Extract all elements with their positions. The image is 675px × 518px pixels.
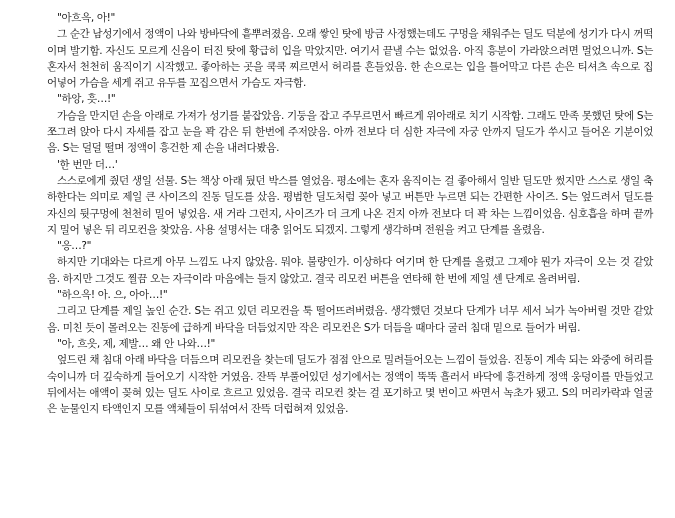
paragraph: "하으윽! 아. 으, 아아…!": [57, 289, 168, 302]
paragraph: 엎드린 채 침대 아래 바닥을 더듬으며 리모컨을 찾는데 딜도가 점점 안으로 밀려들어오는 느낌이 들었음. 진동이 계속 되는 와중에 허리를 숙이니까 더 깊숙하게 들어오기 시작한 거였음. 잔뜩 부풀어있던 성기에서는 정액이 뚝뚝 흘러서 바닥에 흥건하게 정액 웅덩이를 만들었고 뒤에서는 애액이 꽂혀 있는 딜도 사이로 흐르고 있었음. 결국 리모컨 찾는 걸 포기하고 몇 번이고 싸면서 녹초가 됐고. S의 머리카락과 얼굴은 눈물인지 타액인지 모를 액체들이 뒤섞여서 잔뜩 더럽혀져 있었음.: [47, 354, 653, 416]
paragraph: "아, 흐읏, 제, 제발… 왜 안 나와…!": [57, 337, 215, 350]
paragraph: 하지만 기대와는 다르게 아무 느낌도 나지 않았음. 뭐야. 불량인가. 이상하다 여기며 한 단계를 올렸고 그제야 뭔가 자극이 오는 것 같았음. 하지만 그것도 찔끔 오는 자극이라 마음에는 들지 않았고. 결국 리모컨 버튼을 연타해 한 번에 제일 센 단계로 올려버림.: [47, 256, 653, 285]
paragraph: 그리고 단계를 제일 높인 순간. S는 쥐고 있던 리모컨을 툭 떨어뜨려버렸음. 생각했던 것보다 단계가 너무 세서 뇌가 녹아버릴 것만 같았음. 미친 듯이 몰려오는 진동에 급하게 바닥을 더듬었지만 작은 리모컨은 S가 더듬을 때마다 굴러 침대 밑으로 들어가 버림.: [47, 305, 653, 334]
paragraph: "아흐윽, 아!": [57, 12, 115, 24]
paragraph: "응…?": [57, 240, 92, 253]
text-body: [47, 10, 653, 417]
paragraph: 스스로에게 줬던 생일 선물. S는 책상 아래 뒀던 박스를 열었음. 평소에는 혼자 움직이는 걸 좋아해서 일반 딜도만 썼지만 스스로 생일 축하한다는 의미로 제일 큰 사이즈의 진동 딜도를 샀음. 평범한 딜도처럼 꽂아 넣고 버튼만 누르면 되는 간편한 사이즈. S는 엎드려서 딜도를 자신의 뒷구멍에 천천히 밀어 넣었음. 새 거라 그런지, 사이즈가 더 크게 나온 건지 아까 전보다 더 꽉 차는 느낌이었음. 심호흡을 하며 끝까지 밀어 넣은 뒤 리모컨을 찾았음. 사용 설명서는 대충 읽어도 되겠지. 그렇게 생각하며 전원을 켜고 단계를 올렸음.: [47, 174, 653, 236]
paragraph: '한 번만 더…': [57, 158, 118, 171]
paragraph: 가슴을 만지던 손을 아래로 가져가 성기를 붙잡았음. 기둥을 잡고 주무르면서 빠르게 위아래로 치기 시작함. 그래도 만족 못했던 탓에 S는 쪼그려 앉아 다시 자세를 잡고 눈을 꽉 감은 뒤 한번에 주저앉음. 아까 전보다 더 심한 자극에 자궁 안까지 딜도가 쑤시고 들어온 기분이었음. S는 덜덜 떨며 정액이 흥건한 제 손을 내려다봤음.: [47, 109, 653, 155]
paragraph: "하앙, 흣…!": [57, 93, 116, 106]
paragraph: 그 순간 남성기에서 정액이 나와 방바닥에 흩뿌려졌음. 오래 쌓인 탓에 방금 사정했는데도 구멍을 채워주는 딜도 덕분에 성기가 다시 꺼떡이며 발기함. 자신도 모르게 신음이 터진 탓에 황급히 입을 막았지만. 여기서 끝낼 수는 없었음. 아직 흥분이 가라앉으려면 멀었으니까. S는 혼자서 천천히 움직이기 시작했고. 좋아하는 곳을 쿡쿡 찌르면서 허리를 흔들었음. 한 손으로는 입을 틀어막고 다른 손은 티셔츠 속으로 집어넣어 가슴을 세게 쥐고 유두를 꼬집으면서 가슴도 자극함.: [47, 28, 653, 90]
